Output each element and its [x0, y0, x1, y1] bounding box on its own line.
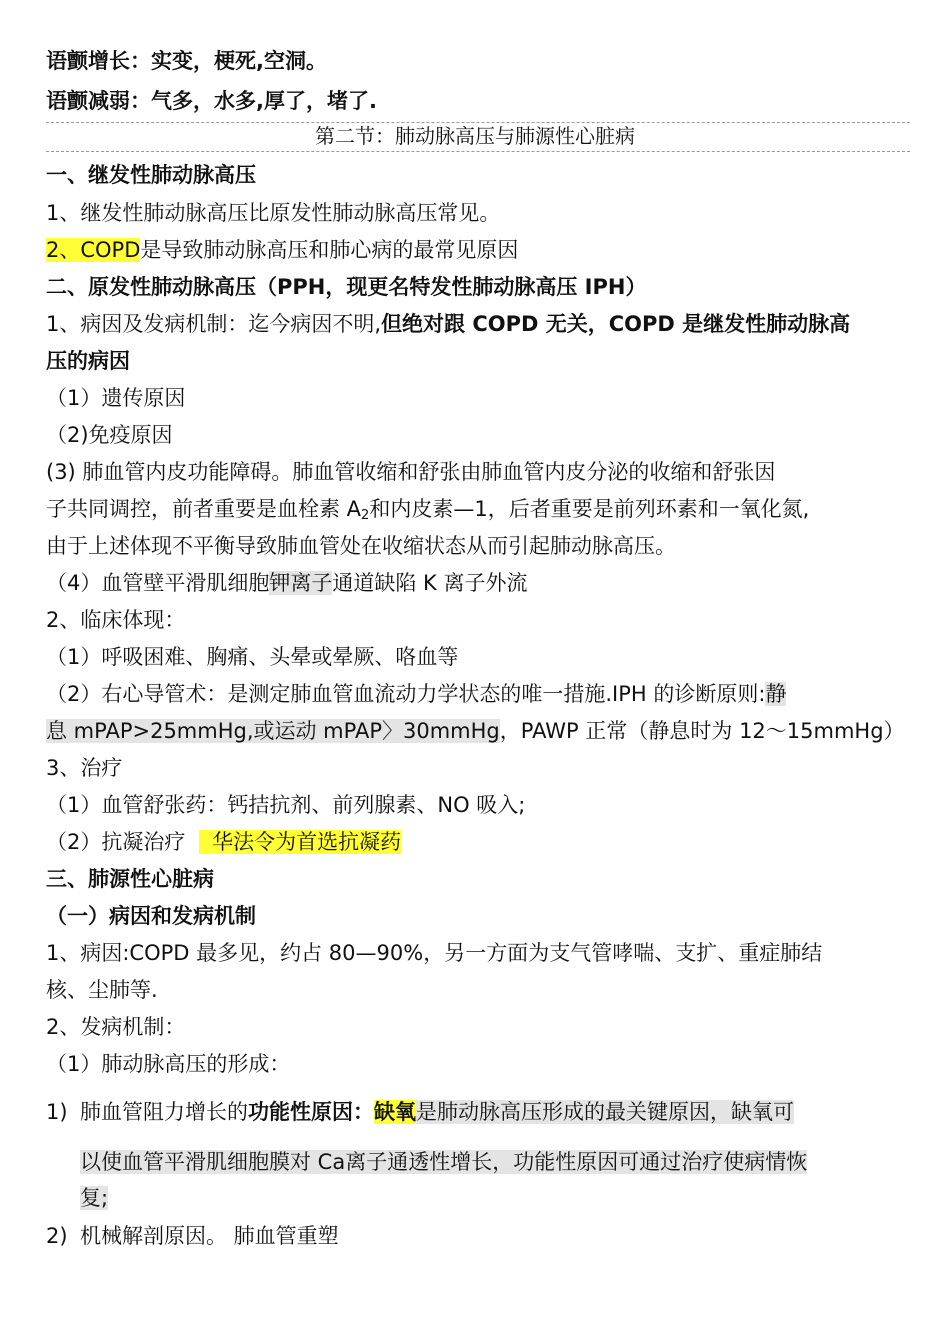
cause-potassium: [46, 568, 910, 598]
cause-genetic: （1）遗传原因: [46, 386, 186, 410]
functional-text: 肺血管阻力增长的: [80, 1100, 248, 1124]
mechanism-ph-formation: （1）肺动脉高压的形成：: [46, 1052, 291, 1076]
subheading-etiology: （一）病因和发病机制: [46, 904, 256, 928]
mechanism-item-1-line-3: [80, 1183, 910, 1213]
clinical-symptoms: （1）呼吸困难、胸痛、头晕或晕厥、咯血等: [46, 645, 459, 669]
cause-immune: （2)免疫原因: [46, 423, 173, 447]
etiology-line-1: 1、病因:COPD 最多见，约占 80—90%，另一方面为支气管哮喘、支扩、重症肺结: [46, 941, 823, 965]
clinical-heading: 2、临床体现：: [46, 608, 186, 632]
cause-line-2: 压的病因: [46, 349, 130, 373]
heading-pulmonary-heart: 三、肺源性心脏病: [46, 867, 214, 891]
divider-bottom: [46, 151, 910, 152]
hypoxia-highlight: 缺氧: [374, 1100, 416, 1124]
treatment-heading: 3、治疗: [46, 756, 123, 780]
item-number-1: 1): [46, 1100, 68, 1124]
mechanism-item-2: [46, 1221, 910, 1251]
catheter-highlight-b: 息 mPAP>25mmHg,或运动 mPAP〉30mmHg: [46, 719, 500, 743]
mechanism-item-1: [46, 1097, 910, 1127]
clinical-catheter-2: [46, 716, 910, 746]
cause-endothelial-3: 由于上述体现不平衡导致肺血管处在收缩状态从而引起肺动脉高压。: [46, 534, 676, 558]
cause-endothelial-1: (3) 肺血管内皮功能障碍。肺血管收缩和舒张由肺血管内皮分泌的收缩和舒张因: [46, 460, 776, 484]
warfarin-highlight: 华法令为首选抗凝药: [198, 830, 402, 854]
section-title: 第二节：肺动脉高压与肺源性心脏病: [315, 124, 635, 148]
anticoagulant-text: （2）抗凝治疗: [46, 830, 199, 854]
cause-endothelial-2: [46, 494, 910, 531]
copd-cause-text: 是导致肺动脉高压和肺心病的最常见原因: [140, 238, 519, 262]
endothelial-text-b: 和内皮素—1，后者重要是前列环素和一氧化氮,: [369, 497, 810, 521]
potassium-text-b: 通道缺陷 K 离子外流: [332, 571, 528, 595]
treatment-vasodilator: （1）血管舒张药：钙拮抗剂、前列腺素、NO 吸入;: [46, 793, 526, 817]
mechanism-item-1-line-2: [80, 1147, 910, 1177]
potassium-text-a: （4）血管壁平滑肌细胞: [46, 571, 270, 595]
cause-bold: 但绝对跟 COPD 无关，COPD 是继发性肺动脉高: [381, 312, 851, 336]
item-copd-cause: [46, 235, 910, 265]
cause-text: 1、病因及发病机制：迄今病因不明,: [46, 312, 382, 336]
item-number-2: 2): [46, 1224, 68, 1248]
catheter-pawp: ，PAWP 正常（静息时为 12～15mmHg）: [499, 719, 905, 743]
functional-bold: 功能性原因：: [248, 1100, 374, 1124]
etiology-line-2: 核、尘肺等.: [46, 978, 158, 1002]
catheter-highlight-a: 静: [765, 682, 787, 706]
remodeling-text: 机械解剖原因。 肺血管重塑: [80, 1224, 339, 1248]
item-secondary-common: 1、继发性肺动脉高压比原发性肺动脉高压常见。: [46, 201, 501, 225]
heading-primary-ph: 二、原发性肺动脉高压（PPH，现更名特发性肺动脉高压 IPH）: [46, 275, 647, 299]
catheter-text: （2）右心导管术：是测定肺血管血流动力学状态的唯一措施.IPH 的诊断原则:: [46, 682, 766, 706]
recovery-text: 复;: [80, 1186, 109, 1210]
calcium-text: 以使血管平滑肌细胞膜对 Ca离子通透性增长，功能性原因可通过治疗使病情恢: [80, 1150, 808, 1174]
line-vocal-decrease: 语颤减弱：气多，水多,厚了，堵了.: [46, 89, 377, 113]
heading-secondary-ph: 一、继发性肺动脉高压: [46, 163, 256, 187]
subscript-2: 2: [361, 508, 370, 523]
clinical-catheter-1: [46, 679, 910, 709]
treatment-anticoagulant: [46, 827, 910, 857]
cause-line-1: [46, 309, 910, 339]
line-vocal-increase: 语颤增长：实变，梗死,空洞。: [46, 49, 327, 73]
hypoxia-text: 是肺动脉高压形成的最关键原因，缺氧可: [416, 1100, 794, 1124]
endothelial-text-a: 子共同调控，前者重要是血栓素 A: [46, 497, 362, 521]
copd-highlight: 2、COPD: [46, 238, 141, 262]
potassium-highlight: 钾离子: [269, 571, 333, 595]
mechanism-heading: 2、发病机制：: [46, 1015, 186, 1039]
